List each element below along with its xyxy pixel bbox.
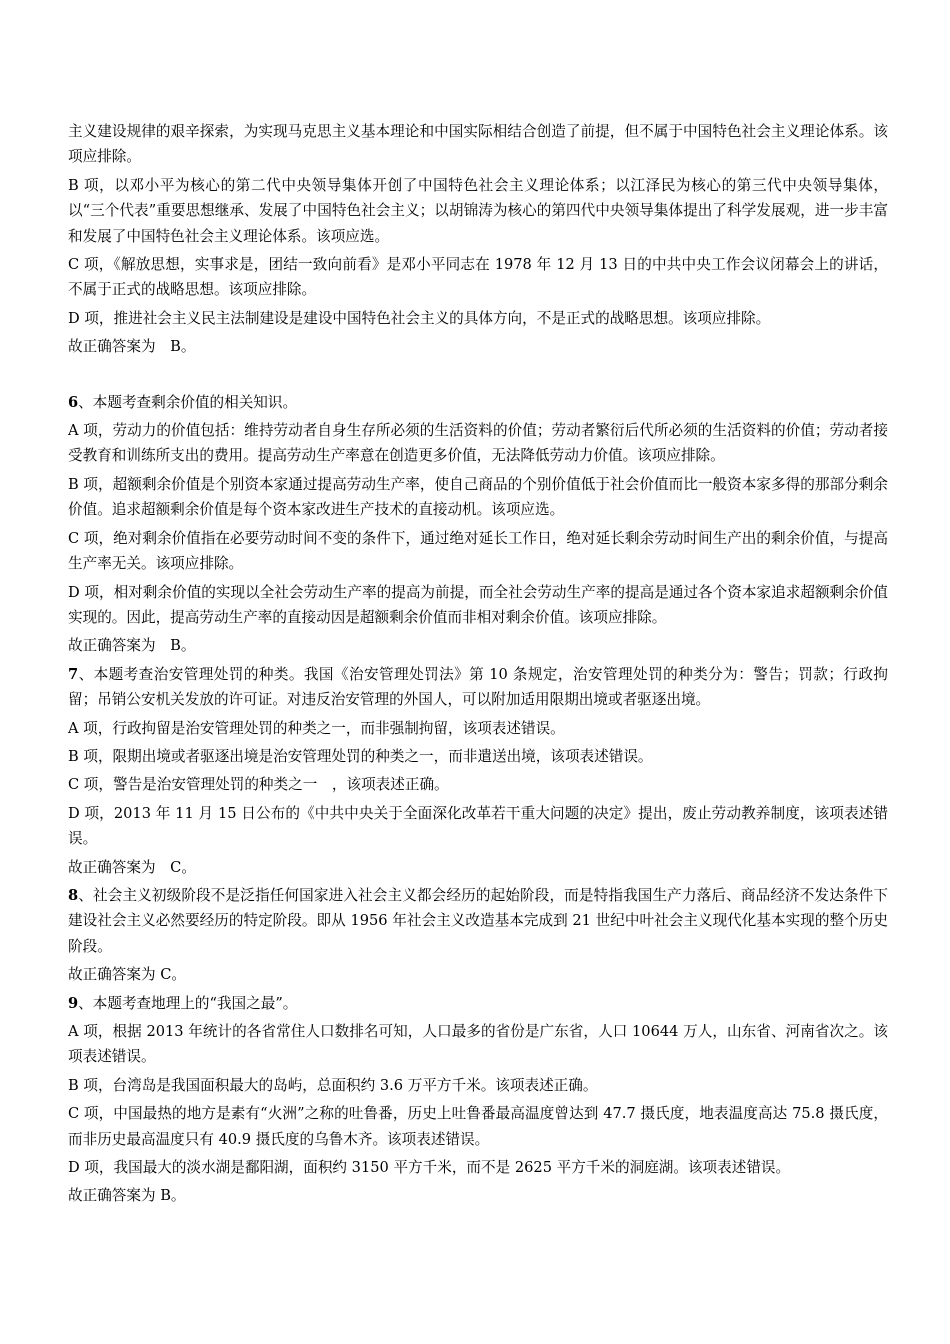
q8-title: 、社会主义初级阶段不是泛指任何国家进入社会主义都会经历的起始阶段，而是特指我国生产力落后、商品经济不发达条件下建设社会主义必然要经历的特定阶段。即从 1956 年社会主义改造基本完成到 21 世纪中叶社会主义现代化基本实现的整个历史阶段。: [68, 886, 888, 955]
prev-option-a-tail: 主义建设规律的艰辛探索，为实现马克思主义基本理论和中国实际相结合创造了前提，但不属于中国特色社会主义理论体系。该项应排除。: [68, 123, 888, 166]
q8-answer: 故正确答案为 C。: [68, 966, 186, 984]
prev-option-d: D 项，推进社会主义民主法制建设是建设中国特色社会主义的具体方向，不是正式的战略思想。该项应排除。: [68, 309, 771, 327]
prev-option-b: B 项，以邓小平为核心的第二代中央领导集体开创了中国特色社会主义理论体系；以江泽民为核心的第三代中央领导集体，以“三个代表”重要思想继承、发展了中国特色社会主义；以胡锦涛为核心的第四代中央领导集体提出了科学发展观，进一步丰富和发展了中国特色社会主义理论体系。该项应选。: [68, 176, 888, 245]
q7-option-c: C 项，警告是治安管理处罚的种类之一 ，该项表述正确。: [68, 776, 449, 794]
q9-option-c: C 项，中国最热的地方是素有“火洲”之称的吐鲁番，历史上吐鲁番最高温度曾达到 47.7 摄氏度，地表温度高达 75.8 摄氏度，而非历史最高温度只有 40.9 摄氏度的乌鲁木齐。该项表述错误。: [68, 1105, 888, 1148]
q7-option-d: D 项，2013 年 11 月 15 日公布的《中共中央关于全面深化改革若干重大问题的决定》提出，废止劳动教养制度，该项表述错误。: [68, 804, 888, 848]
q6-option-a: A 项，劳动力的价值包括：维持劳动者自身生存所必须的生活资料的价值；劳动者繁衍后代所必须的生活资料的价值；劳动者接受教育和训练所支出的费用。提高劳动生产率意在创造更多价值，无法降低劳动力价值。该项应排除。: [68, 422, 888, 465]
q9-answer: 故正确答案为 B。: [68, 1187, 186, 1205]
q7-number: 7: [68, 665, 79, 683]
q7-option-a: A 项，行政拘留是治安管理处罚的种类之一，而非强制拘留，该项表述错误。: [68, 719, 565, 737]
q6-option-b: B 项，超额剩余价值是个别资本家通过提高劳动生产率，使自己商品的个别价值低于社会价值而比一般资本家多得的那部分剩余价值。追求超额剩余价值是每个资本家改进生产技术的直接动机。该项应选。: [68, 475, 888, 519]
q9-number: 9: [68, 994, 79, 1012]
prev-answer: 故正确答案为 B。: [68, 338, 196, 356]
q8-number: 8: [68, 886, 79, 904]
prev-option-c: C 项，《解放思想，实事求是，团结一致向前看》是邓小平同志在 1978 年 12 月 13 日的中共中央工作会议闭幕会上的讲话，不属于正式的战略思想。该项应排除。: [68, 256, 888, 299]
q9-option-d: D 项，我国最大的淡水湖是鄱阳湖，面积约 3150 平方千米，而不是 2625 平方千米的洞庭湖。该项表述错误。: [68, 1159, 791, 1177]
q6-heading: [68, 390, 888, 415]
q8-heading: [68, 883, 888, 959]
q9-title: 、本题考查地理上的“我国之最”。: [78, 994, 298, 1012]
q9-heading: [68, 991, 888, 1016]
q9-option-a: A 项，根据 2013 年统计的各省常住人口数排名可知，人口最多的省份是广东省，人口 10644 万人，山东省、河南省次之。该项表述错误。: [68, 1023, 888, 1066]
q7-heading: [68, 662, 888, 713]
q6-option-c: C 项，绝对剩余价值指在必要劳动时间不变的条件下，通过绝对延长工作日，绝对延长剩余劳动时间生产出的剩余价值，与提高生产率无关。该项应排除。: [68, 529, 888, 573]
q6-title: 、本题考查剩余价值的相关知识。: [78, 393, 298, 411]
q6-number: 6: [68, 393, 79, 411]
q7-title: 、本题考查治安管理处罚的种类。我国《治安管理处罚法》第 10 条规定，治安管理处罚的种类分为：警告；罚款；行政拘留；吊销公安机关发放的许可证。对违反治安管理的外国人，可以附加适用限期出境或者驱逐出境。: [68, 665, 888, 709]
q7-answer: 故正确答案为 C。: [68, 858, 196, 876]
answer-explanations-page: [68, 119, 888, 1209]
q6-option-d: D 项，相对剩余价值的实现以全社会劳动生产率的提高为前提，而全社会劳动生产率的提高是通过各个资本家追求超额剩余价值实现的。因此，提高劳动生产率的直接动因是超额剩余价值而非相对剩余价值。该项应排除。: [68, 583, 888, 626]
q9-option-b: B 项，台湾岛是我国面积最大的岛屿，总面积约 3.6 万平方千米。该项表述正确。: [68, 1076, 598, 1094]
q6-answer: 故正确答案为 B。: [68, 637, 196, 655]
section-spacer: [68, 360, 888, 390]
q7-option-b: B 项，限期出境或者驱逐出境是治安管理处罚的种类之一，而非遣送出境，该项表述错误。: [68, 747, 653, 765]
